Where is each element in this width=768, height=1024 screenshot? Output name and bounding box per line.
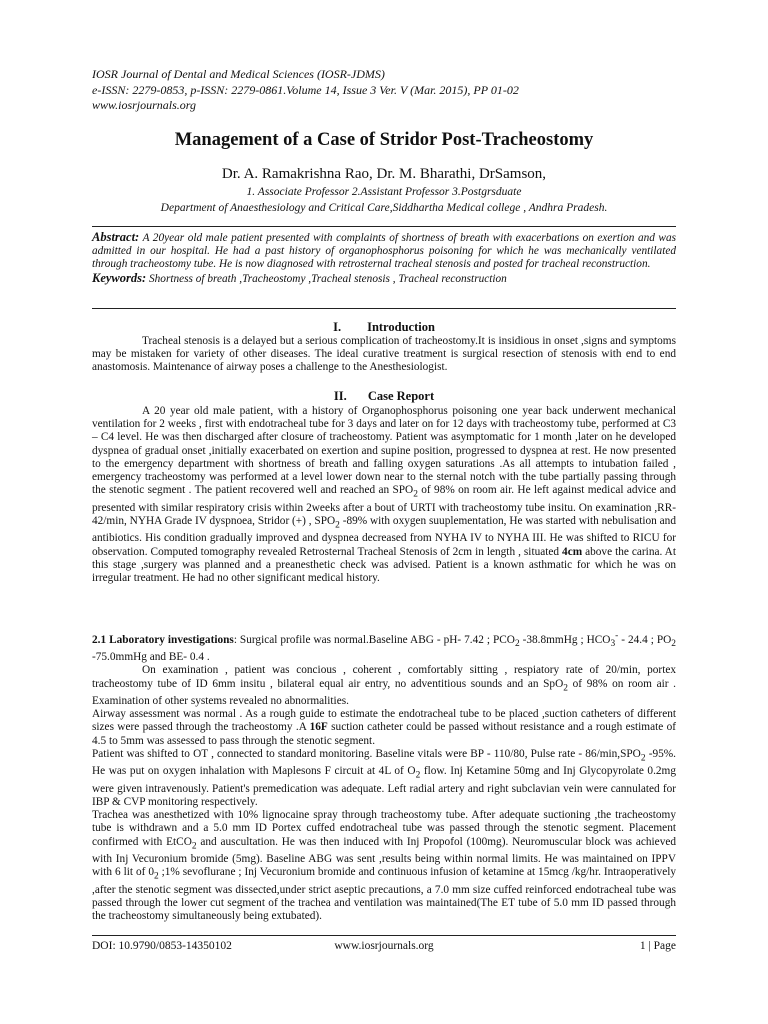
section-heading-case-report — [92, 389, 676, 404]
keywords — [92, 272, 676, 286]
abstract-text: A 20year old male patient presented with complaints of shortness of breath with exacerbations on exertion and was admitted in our hospital. He had a past history of organophosphorus poisoning for which he was mechanically ventilated through tracheostomy tube. He is now diagnosed with retrosternal tracheal stenosis and posted for tracheal reconstruction. — [92, 232, 677, 270]
divider-top — [92, 226, 676, 227]
section-number: I. — [333, 320, 342, 334]
lab-paragraph: 2.1 Laboratory investigations: Surgical profile was normal.Baseline ABG - pH- 7.42 ; $PCO_2$ -38.8mmHg ; $HCO_3^- - 24.4$ ; $PO_2$ -75.0mmHg and BE- 0.4 . — [92, 631, 676, 664]
section-number: II. — [333, 389, 347, 403]
ot-paragraph: Patient was shifted to OT , connected to standard monitoring. Baseline vitals were BP - 110/80, Pulse rate - $86/\min,SPO_2$ -95%. He was put on oxygen inhalation with Maplesons F circuit at 4L of $O_2$ flow. Inj Ketamine 50mg and Inj Glycopyrolate 0.2mg were given intravenously. Patient's premedication was adequate. Left radial artery and right subclavian vein were cannulated for IBP & CVP monitoring respectively. — [92, 747, 676, 808]
abstract-label: Abstract: — [92, 230, 140, 244]
abstract-block — [92, 231, 676, 286]
footer-page-number: 1 | Page — [639, 940, 676, 952]
trachea-paragraph: Trachea was anesthetized with 10% lignocaine spray through tracheostomy tube. After adequate suctioning ,the tracheostomy tube is withdrawn and a 5.0 mm ID Portex cuffed endotracheal tube was passed through the stenotic segment. Placement confirmed with EtCO$_2$ and auscultation. He was then induced with Inj Propofol (100mg). Neuromuscular block was achieved with Inj Vecuronium bromide (5mg). Baseline ABG was sent ,results being within normal limits. He was maintained on IPPV with 6 lit of $0_2$ ;1% sevoflurane ; Inj Vecuronium bromide and continuous infusion of ketamine at 15mcg /kg/hr. Intraoperatively ,after the stenotic segment was dissected,under strict aseptic precautions, a 7.0 mm size cuffed reinforced endotracheal tube was passed through the lower cut segment of the trachea and ventilation was maintained(The ET tube of 5.0 mm ID passed through the tracheostomy simultaneously being extubated). — [92, 809, 677, 923]
case-paragraph: A 20 year old male patient, with a history of Organophosphorus poisoning one year back underwent mechanical ventilation for 2 weeks , first with endotracheal tube for 3 days and later on for 12 days with tracheostomy tube, performed at C3 – C4 level. He was then discharged after closure of tracheostomy. Patient was asymptomatic for 1 month ,later on he developed dyspnea of gradual onset ,initially exacerbated on exertion and supine position, progressed to dyspnea at rest. He now presented to the emergency department with shortness of breath and falling oxygen saturations .As all attempts to intubation failed , emergency tracheostomy was performed at a level lower down near to the sternal notch with the tube partially passing through the stenotic segment . The patient recovered well and reached an $SPO_2$ of 98% on room air. He left against medical advice and presented with similar respiratory crisis within 2weeks after a bout of URTI with tracheostomy tube insitu. On examination ,RR- 42/min, NYHA Grade IV dyspnoea, Stridor (+) , $SPO_2$ -89% with oxygen suuplementation, He was started with nebulisation and antibiotics. His condition gradually improved and dyspnea decreased from NYHA IV to NYHA III. He was shifted to RICU for observation. Computed tomography revealed Retrosternal Tracheal Stenosis of 2cm in length , situated 4cm above the carina. At this stage ,surgery was planned and a preanesthetic check was advised. Patient is a known asthmatic for which he was on irregular treatment. He had no other significant medical history. — [92, 405, 676, 584]
journal-website[interactable]: www.iosrjournals.org — [92, 98, 197, 112]
affiliation-department: Department of Anaesthesiology and Critical Care,Siddhartha Medical college , Andhra Pradesh. — [160, 202, 608, 214]
airway-paragraph: Airway assessment was normal . As a rough guide to estimate the endotracheal tube to be placed ,suction catheters of different sizes were passed through the tracheostomy .A 16F suction catheter could be passed without resistance and a rough estimate of 4.5 to 5mm was assessed to pass through the stenotic segment. — [92, 708, 676, 747]
authors: Dr. A. Ramakrishna Rao, Dr. M. Bharathi, DrSamson, — [221, 166, 547, 182]
section-heading-introduction — [92, 320, 676, 335]
affiliation-roles: 1. Associate Professor 2.Assistant Professor 3.Postgrsduate — [246, 186, 522, 198]
affiliation — [92, 184, 676, 216]
footer-doi: DOI: 10.9790/0853-14350102 — [92, 940, 232, 952]
intro-paragraph: Tracheal stenosis is a delayed but a serious complication of tracheostomy.It is insidious in onset ,signs and symptoms may be mistaken for variety of other diseases. The ideal curative treatment is surgical resection of stenosis with end to end anastomosis. Maintenance of airway poses a challenge to the Anesthesiologist. — [92, 335, 676, 374]
journal-name: IOSR Journal of Dental and Medical Sciences (IOSR-JDMS) — [92, 67, 385, 81]
lab-label: 2.1 Laboratory investigations — [92, 633, 234, 646]
lab-investigations — [92, 630, 676, 923]
abstract — [92, 231, 676, 271]
section-title: Case Report — [367, 389, 435, 403]
keywords-label: Keywords: — [92, 271, 147, 285]
section-title: Introduction — [367, 320, 435, 334]
paper-title: Management of a Case of Stridor Post-Tracheostomy — [174, 130, 594, 150]
keywords-text: Shortness of breath ,Tracheostomy ,Tracheal stenosis , Tracheal reconstruction — [149, 273, 507, 285]
footer-website[interactable]: www.iosrjournals.org — [334, 940, 434, 952]
exam-paragraph: On examination , patient was concious , coherent , comfortably sitting , respiatory rate of 20/min, portex tracheostomy tube of ID 6mm insitu , bilateral equal air entry, no adventitious sounds and an SpO$_2$ of 98% on room air . Examination of other systems revealed no abnormalities. — [92, 664, 676, 708]
divider-footer — [92, 935, 676, 936]
journal-header — [92, 67, 676, 114]
journal-issn: e-ISSN: 2279-0853, p-ISSN: 2279-0861.Volume 14, Issue 3 Ver. V (Mar. 2015), PP 01-02 — [92, 82, 519, 97]
divider-abstract — [92, 308, 676, 309]
